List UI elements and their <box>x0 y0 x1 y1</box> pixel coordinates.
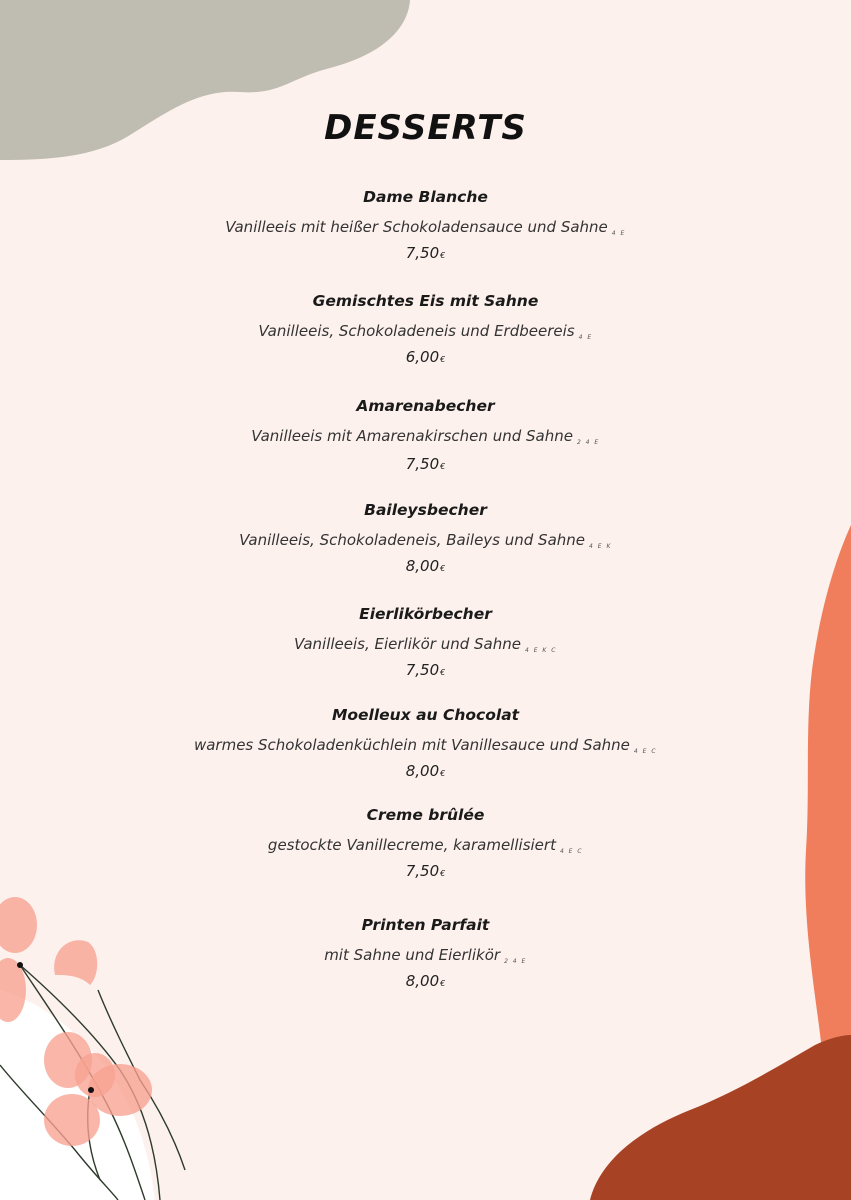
item-description: gestockte Vanillecreme, karamellisiert $_{4 E C}$ <box>267 836 584 855</box>
allergen-codes: 4 E K C <box>524 647 557 654</box>
item-price: 7,50€ <box>405 862 446 880</box>
page-title: DESSERTS <box>324 108 527 148</box>
menu-item <box>0 914 851 992</box>
item-name: Eierlikörbecher <box>359 605 492 623</box>
item-name: Moelleux au Chocolat <box>331 706 520 724</box>
item-description: Vanilleeis, Schokoladeneis und Erdbeereis $_{4 E}$ <box>258 322 593 341</box>
item-name: Creme brûlée <box>366 806 485 824</box>
menu-item <box>0 603 851 681</box>
item-price: 8,00€ <box>405 762 446 780</box>
item-name: Gemischtes Eis mit Sahne <box>312 292 539 310</box>
item-name: Baileysbecher <box>364 501 487 519</box>
item-description: Vanilleeis, Schokoladeneis, Baileys und Sahne $_{4 E K}$ <box>239 531 612 550</box>
menu-item <box>0 499 851 577</box>
menu-item <box>0 804 851 882</box>
allergen-codes: 4 E <box>578 334 593 341</box>
allergen-codes: 4 E K <box>589 543 612 550</box>
item-name: Printen Parfait <box>361 916 490 934</box>
item-price: 7,50€ <box>405 455 446 473</box>
item-price: 6,00€ <box>405 348 446 366</box>
item-price: 8,00€ <box>405 972 446 990</box>
item-description: Vanilleeis mit heißer Schokoladensauce und Sahne $_{4 E}$ <box>225 218 626 237</box>
item-description: Vanilleeis mit Amarenakirschen und Sahne $_{2 4 E}$ <box>251 427 600 446</box>
item-price: 7,50€ <box>405 244 446 262</box>
menu-item <box>0 290 851 368</box>
item-price: 7,50€ <box>405 661 446 679</box>
allergen-codes: 2 4 E <box>576 439 600 446</box>
menu-item <box>0 704 851 782</box>
item-description: mit Sahne und Eierlikör $_{2 4 E}$ <box>324 946 527 965</box>
item-name: Dame Blanche <box>363 188 488 206</box>
item-description: Vanilleeis, Eierlikör und Sahne $_{4 E K C}$ <box>294 635 557 654</box>
menu-item <box>0 395 851 475</box>
allergen-codes: 4 E C <box>559 848 584 855</box>
item-name: Amarenabecher <box>356 397 495 415</box>
allergen-codes: 4 E C <box>633 748 658 755</box>
item-price: 8,00€ <box>405 557 446 575</box>
menu-item <box>0 186 851 264</box>
allergen-codes: 2 4 E <box>504 958 527 965</box>
item-description: warmes Schokoladenküchlein mit Vanillesauce und Sahne $_{4 E C}$ <box>193 736 658 755</box>
allergen-codes: 4 E <box>611 230 626 237</box>
